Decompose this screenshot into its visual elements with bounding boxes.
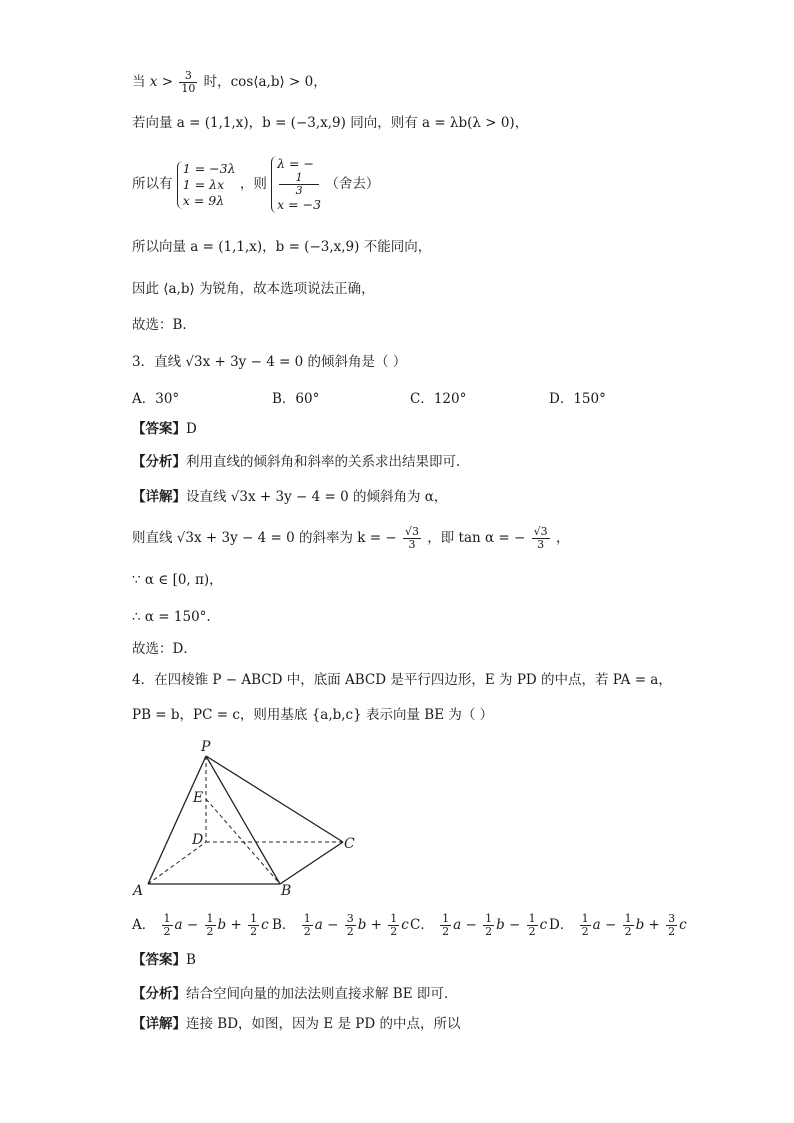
text: 则直线 √3x + 3y − 4 = 0 的斜率为 k = − [132, 530, 397, 546]
fraction-sqrt3-3-b: $\frac{√3}{3}$ [533, 525, 548, 551]
line-not-same-direction: 所以向量 a = (1,1,x)，b = (−3,x,9) 不能同向， [132, 239, 432, 255]
equation-system-1: 1 = −3λ 1 = λx x = 9λ [177, 161, 236, 209]
text: ，则 [239, 176, 267, 192]
line-same-direction: 若向量 a = (1,1,x)，b = (−3,x,9) 同向，则有 a = λb(λ > 0)， [132, 115, 529, 131]
q3-option-c: C．120° [410, 391, 467, 407]
detail-text: 设直线 √3x + 3y − 4 = 0 的倾斜角为 α， [186, 489, 448, 505]
edge-ad [148, 842, 206, 884]
line-choose-b: 故选：B. [132, 317, 187, 333]
text: （舍去） [325, 176, 380, 192]
q3-option-b: B．60° [272, 391, 320, 407]
detail-tag: 【详解】 [132, 1016, 186, 1032]
line-acute-angle: 因此 ⟨a,b⟩ 为锐角，故本选项说法正确， [132, 281, 375, 297]
label-c: C [344, 836, 355, 852]
fraction-1-3: 1 3 [279, 172, 319, 197]
label-e: E [193, 790, 204, 806]
q4-analysis [132, 984, 448, 1004]
edge-pc [206, 756, 343, 842]
analysis-text: 结合空间向量的加法法则直接求解 BE 即可. [186, 986, 449, 1002]
q3-choose-d: 故选：D． [132, 641, 197, 657]
line-system [132, 156, 379, 213]
label-b: B [281, 883, 292, 898]
answer-tag: 【答案】 [132, 421, 186, 437]
answer-tag: 【答案】 [132, 952, 186, 968]
text: ，即 tan α = − [427, 530, 526, 546]
q4-option-a: A． $\frac{1}{2}$ a − $\frac{1}{2}$ b + $\frac{1}{2}$ c [132, 912, 269, 938]
q4-option-b: B． $\frac{1}{2}$ a − $\frac{3}{2}$ b + $\frac{1}{2}$ c [272, 912, 409, 938]
label-a: A [133, 883, 144, 898]
answer-value: D [186, 421, 197, 437]
pyramid-figure [128, 738, 358, 898]
analysis-tag: 【分析】 [132, 986, 186, 1002]
q4-answer [132, 950, 196, 970]
question-4-line-1: 4．在四棱锥 P − ABCD 中，底面 ABCD 是平行四边形，E 为 PD 的中点，若 PA = a， [132, 672, 672, 688]
fraction-3-10: $\frac{3}{10}$ [181, 69, 196, 95]
text: 当 [132, 74, 146, 90]
question-4-line-2: PB = b，PC = c，则用基底 {a,b,c} 表示向量 BE 为（ ） [132, 707, 494, 723]
edge-pa [148, 756, 206, 884]
question-3: 3．直线 √3x + 3y − 4 = 0 的倾斜角是（ ） [132, 354, 407, 370]
q3-result: ∴ α = 150°. [132, 609, 211, 625]
q3-range: ∵ α ∈ [0, π)， [132, 572, 223, 588]
detail-text: 连接 BD，如图，因为 E 是 PD 的中点，所以 [186, 1016, 461, 1032]
label-p: P [201, 739, 211, 755]
q3-slope [132, 526, 569, 551]
q4-option-d: D． $\frac{1}{2}$ a − $\frac{1}{2}$ b + $\frac{3}{2}$ c [549, 912, 687, 938]
line-condition: 当 x > $\frac{3}{10}$ 时，cos⟨a,b⟩ > 0， [132, 69, 327, 95]
fraction-sqrt3-3: $\frac{√3}{3}$ [404, 525, 419, 551]
segment-eb [206, 799, 280, 884]
q3-detail [132, 487, 447, 507]
label-d: D [192, 832, 204, 848]
text: 所以有 [132, 176, 173, 192]
detail-tag: 【详解】 [132, 489, 186, 505]
q3-answer [132, 419, 197, 439]
analysis-text: 利用直线的倾斜角和斜率的关系求出结果即可. [186, 454, 461, 470]
text: 时，cos⟨a,b⟩ > 0， [203, 74, 327, 90]
q3-analysis [132, 452, 460, 472]
edge-pb [206, 756, 280, 884]
q3-option-a: A．30° [132, 391, 180, 407]
q4-detail [132, 1014, 460, 1034]
q4-option-c: C． $\frac{1}{2}$ a − $\frac{1}{2}$ b − $\frac{1}{2}$ c [410, 912, 548, 938]
text: ， [555, 530, 570, 546]
analysis-tag: 【分析】 [132, 454, 186, 470]
var-x: x [149, 74, 158, 90]
answer-value: B [186, 952, 196, 968]
edge-bc [280, 842, 343, 884]
equation-system-2: λ = − 1 3 x = −3 [271, 156, 321, 213]
q3-option-d: D．150° [549, 391, 606, 407]
